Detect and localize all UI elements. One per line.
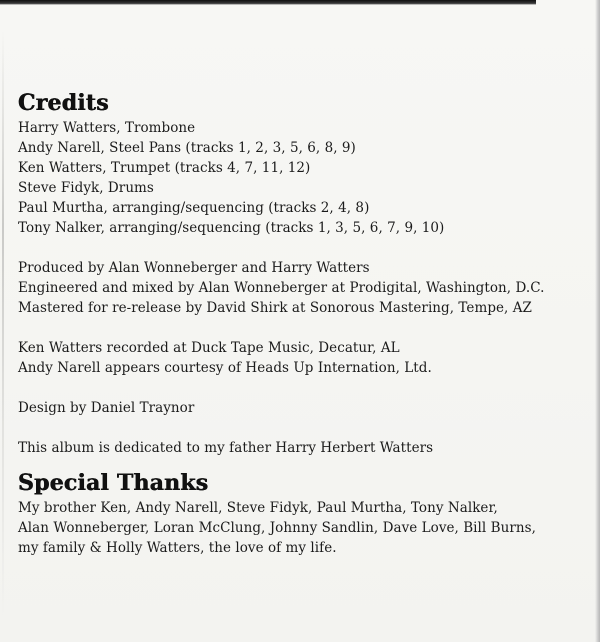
spacer (18, 238, 578, 258)
thanks-line: Alan Wonneberger, Loran McClung, Johnny Sandlin, Dave Love, Bill Burns, (18, 520, 536, 536)
recording-line: Andy Narell appears courtesy of Heads Up Internation, Ltd. (18, 360, 432, 376)
thanks-line: My brother Ken, Andy Narell, Steve Fidyk, Paul Murtha, Tony Nalker, (18, 500, 498, 516)
credit-line: Ken Watters, Trumpet (tracks 4, 7, 11, 12) (18, 160, 311, 176)
credit-line: Paul Murtha, arranging/sequencing (tracks 2, 4, 8) (18, 200, 370, 216)
dedication: This album is dedicated to my father Harry Herbert Watters (18, 440, 434, 456)
credits-list (18, 118, 578, 238)
production-line: Engineered and mixed by Alan Wonneberger at Prodigital, Washington, D.C. (18, 280, 545, 296)
special-thanks-heading: Special Thanks (18, 470, 209, 496)
credit-line: Steve Fidyk, Drums (18, 180, 154, 196)
production-credits (18, 258, 578, 318)
liner-notes-text (18, 90, 578, 558)
credit-line: Andy Narell, Steel Pans (tracks 1, 2, 3, 5, 6, 8, 9) (18, 140, 356, 156)
recording-line: Ken Watters recorded at Duck Tape Music, Decatur, AL (18, 340, 400, 356)
spacer (18, 378, 578, 398)
spacer (18, 318, 578, 338)
spacer (18, 418, 578, 438)
credit-line: Harry Watters, Trombone (18, 120, 196, 136)
design-credit: Design by Daniel Traynor (18, 400, 195, 416)
credits-heading: Credits (18, 90, 109, 116)
top-edge-shadow (0, 0, 536, 5)
production-line: Produced by Alan Wonneberger and Harry Watters (18, 260, 370, 276)
production-line: Mastered for re-release by David Shirk at Sonorous Mastering, Tempe, AZ (18, 300, 532, 316)
right-edge-shadow (595, 0, 600, 642)
left-crease (2, 30, 4, 620)
credit-line: Tony Nalker, arranging/sequencing (tracks 1, 3, 5, 6, 7, 9, 10) (18, 220, 445, 236)
recording-credits (18, 338, 578, 378)
special-thanks-text (18, 498, 578, 558)
thanks-line: my family & Holly Watters, the love of my life. (18, 540, 337, 556)
